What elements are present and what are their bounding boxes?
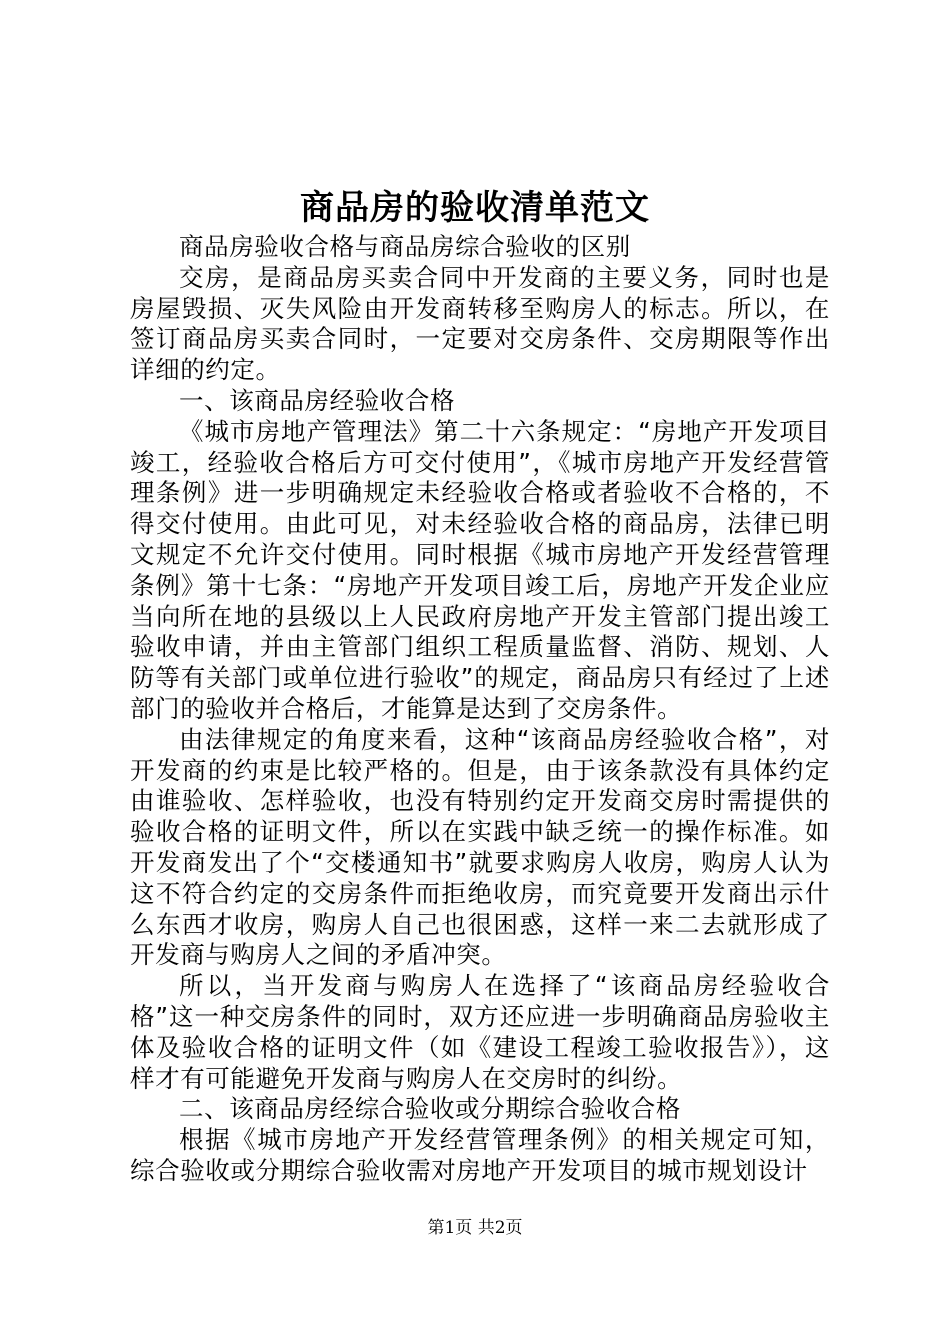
paragraph-law-citation: 《城市房地产管理法》第二十六条规定：“房地产开发项目竣工，经验收合格后方可交付使用”，《城市房地产开发经营管理条例》进一步明确规定未经验收合格或者验收不合格的，不得交付使用。由此可见，对未经验收合格的商品房，法律已明文规定不允许交付使用。同时根据《城市房地产开发经营管理条例》第十七条：“房地产开发项目竣工后，房地产开发企业应当向所在地的县级以上人民政府房地产开发主管部门提出竣工验收申请，并由主管部门组织工程质量监督、消防、规划、人防等有关部门或单位进行验收”的规定，商品房只有经过了上述部门的验收并合格后，才能算是达到了交房条件。	[130, 416, 830, 723]
paragraph-intro: 交房，是商品房买卖合同中开发商的主要义务，同时也是房屋毁损、灭失风险由开发商转移至购房人的标志。所以，在签订商品房买卖合同时，一定要对交房条件、交房期限等作出详细的约定。	[130, 262, 830, 385]
document-body	[130, 232, 830, 1187]
document-title: 商品房的验收清单范文	[300, 188, 650, 228]
paragraph-conclusion: 所以，当开发商与购房人在选择了“该商品房经验收合格”这一种交房条件的同时，双方还应进一步明确商品房验收主体及验收合格的证明文件（如《建设工程竣工验收报告》），这样才有可能避免开发商与购房人在交房时的纠纷。	[130, 971, 830, 1093]
section-heading-2: 二、该商品房经综合验收或分期综合验收合格	[179, 1094, 681, 1124]
paragraph-analysis: 由法律规定的角度来看，这种“该商品房经验收合格”，对开发商的约束是比较严格的。但是，由于该条款没有具体约定由谁验收、怎样验收，也没有特别约定开发商交房时需提供的验收合格的证明文件，所以在实践中缺乏统一的操作标准。如开发商发出了个“交楼通知书”就要求购房人收房，购房人认为这不符合约定的交房条件而拒绝收房，而究竟要开发商出示什么东西才收房，购房人自己也很困惑，这样一来二去就形成了开发商与购房人之间的矛盾冲突。	[130, 724, 830, 970]
paragraph-comprehensive: 根据《城市房地产开发经营管理条例》的相关规定可知，综合验收或分期综合验收需对房地产开发项目的城市规划设计	[130, 1125, 830, 1185]
section-heading-1: 一、该商品房经验收合格	[179, 385, 456, 415]
page-number-footer: 第1页 共2页	[427, 1218, 523, 1238]
paragraph-subtitle: 商品房验收合格与商品房综合验收的区别	[179, 232, 631, 261]
